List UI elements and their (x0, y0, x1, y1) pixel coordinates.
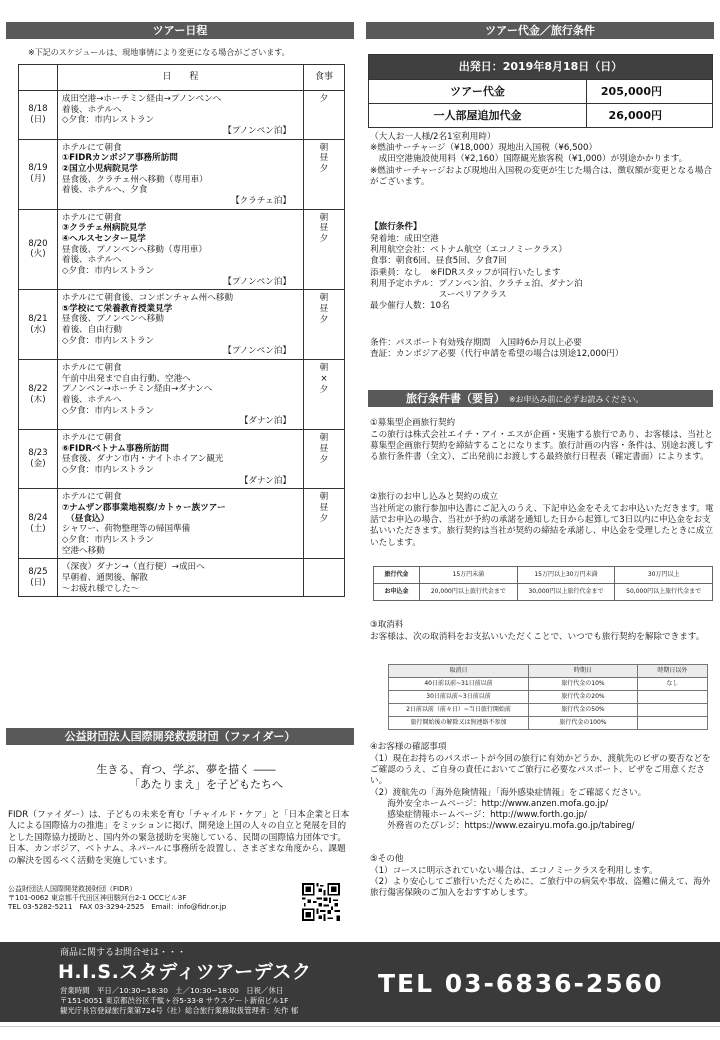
section-2-body: 当社所定の旅行参加申込書にご記入のうえ、下記申込金をそえてお申込いただきます。電話でお申込の場合、当社が予約の承諾を通知した日から起算して3日以内に申込金をお支払いいただきます。旅行契約は当社が契約の締結を承諾し、申込金を受理したときに成立いたします。 (370, 504, 714, 548)
terms-header-title: 旅行条件書（要旨） (406, 392, 505, 405)
schedule-row (19, 139, 345, 209)
cancellation-cell: 旅行代金の10% (529, 678, 638, 691)
schedule-date: 8/22 (木) (19, 360, 58, 430)
schedule-line: ◇夕食：市内レストラン (61, 534, 155, 545)
schedule-content (57, 489, 303, 559)
schedule-line: 着後、ホテルへ (61, 104, 122, 115)
schedule-date: 8/19 (月) (19, 139, 58, 209)
cancellation-cell: 30日前以前~3日前以前 (389, 691, 529, 704)
deposit-cell: 30万円以上 (615, 567, 713, 584)
schedule-line: 昼食後、プノンペンへ移動 (61, 314, 164, 325)
schedule-line: ホテルにて朝食 (61, 433, 122, 444)
schedule-row (19, 489, 345, 559)
single-room-label: 一人部屋追加代金 (369, 104, 587, 127)
schedule-row (19, 91, 345, 140)
tour-price-label: ツアー代金 (369, 80, 587, 103)
section-5-title: ⑤その他 (370, 854, 404, 864)
cancellation-cell: 取消日 (389, 665, 529, 678)
schedule-line: ◇夕食：市内レストラン (61, 405, 155, 416)
schedule-row (19, 360, 345, 430)
schedule-line: ③クラチェ州病院見学 (61, 223, 147, 234)
schedule-line: ◇夕食：市内レストラン (61, 115, 155, 126)
schedule-date: 8/18 (日) (19, 91, 58, 140)
deposit-cell: 50,000円以上旅行代金まで (615, 584, 713, 601)
schedule-meal (303, 559, 344, 597)
schedule-line: 【クラチェ泊】 (231, 195, 291, 206)
schedule-content (57, 559, 303, 597)
schedule-meal: 朝 昼 夕 (303, 430, 344, 489)
schedule-meal: 朝 × 夕 (303, 360, 344, 430)
cancellation-row (389, 678, 708, 691)
cancellation-cell: 旅行開始後の解除又は無連絡不参加 (389, 717, 529, 730)
travel-conditions-extra: 条件：パスポート有効残存期間 入国時6か月以上必要 査証：カンボジア必要（代行申請を希望の場合は別途12,000円） (370, 338, 624, 360)
cancellation-cell (637, 704, 707, 717)
schedule-row (19, 209, 345, 290)
terms-header (368, 390, 713, 407)
schedule-content (57, 139, 303, 209)
footer-banner (0, 942, 720, 1022)
section-1-body: この旅行は株式会社エイチ・アイ・エスが企画・実施する旅行であり、お客様は、当社と募集型企画旅行契約を締結することになります。旅行計画の内容・条件は、別途お渡しする旅行条件書（全文）、ご出発前にお渡しする最終旅行日程表（確定書面）によります。 (370, 430, 714, 463)
schedule-line: 着後、ホテルへ (61, 255, 122, 266)
schedule-body (19, 91, 345, 597)
schedule-row (19, 559, 345, 597)
footer-info: 営業時間 平日／10:30~18:30 土／10:30~18:00 日祝／休日 〒151-0051 東京都渋谷区千駄ヶ谷5-33-8 サウスゲート新宿ビル1F 観光庁長官登録旅行業第724号（社）総合旅行業務取扱管理者：矢作 郁 (60, 986, 299, 1015)
schedule-row (19, 290, 345, 360)
col-blank (19, 65, 58, 91)
schedule-line: シャワー、荷物整理等の帰国準備 (61, 524, 191, 535)
schedule-line: 成田空港→ホーチミン経由→プノンペンへ (61, 94, 222, 104)
schedule-date: 8/23 (金) (19, 430, 58, 489)
cancellation-row (389, 665, 708, 678)
schedule-line: ◇夕食：市内レストラン (61, 465, 155, 475)
schedule-meal: 夕 (303, 91, 344, 140)
schedule-line: ①FIDRカンボジア事務所訪問 (61, 153, 178, 164)
schedule-content (57, 209, 303, 290)
deposit-row (374, 584, 713, 601)
schedule-content (57, 91, 303, 140)
schedule-line: ホテルにて朝食後、コンポンチャム州へ移動 (61, 293, 234, 304)
schedule-meal: 朝 昼 夕 (303, 489, 344, 559)
schedule-line: 早朝着、通関後、解散 (61, 572, 148, 583)
tour-price-row (369, 79, 712, 103)
deposit-cell: 30,000円以上旅行代金まで (517, 584, 615, 601)
footer-inquiry: 商品に関するお問合せは・・・ (60, 948, 187, 958)
schedule-line: ④ヘルスセンター見学 (61, 233, 146, 244)
deposit-cell: 15万円未満 (420, 567, 518, 584)
schedule-line: ⑥FIDRベトナム事務所訪問 (61, 443, 169, 454)
schedule-line: 着後、ホテルへ、夕食 (61, 185, 148, 196)
deposit-table (373, 566, 713, 601)
schedule-line: （深夜）ダナン→（直行便）→成田へ (61, 562, 205, 573)
schedule-content (57, 360, 303, 430)
schedule-line: 昼食後、クラチェ州へ移動（専用車） (61, 174, 208, 185)
cancellation-row (389, 704, 708, 717)
schedule-date: 8/20 (火) (19, 209, 58, 290)
schedule-line: 着後、ホテルへ (61, 395, 122, 406)
price-box (368, 54, 713, 128)
cancellation-cell: 時期日以外 (637, 665, 707, 678)
tour-price-value: 205,000円 (600, 85, 662, 98)
cancellation-row (389, 717, 708, 730)
footer-phone[interactable]: TEL 03-6836-2560 (378, 969, 664, 998)
schedule-line: 昼食後、プノンペンへ移動（専用車） (61, 244, 207, 255)
schedule-table (18, 64, 345, 597)
departure-date: 出発日：2019年8月18日（日） (369, 55, 712, 79)
schedule-line: 午前中出発まで自由行動、空港へ (61, 373, 191, 384)
schedule-line: ホテルにて朝食 (61, 212, 122, 223)
col-meal: 食事 (303, 65, 344, 91)
schedule-content (57, 290, 303, 360)
col-day: 日 程 (57, 65, 303, 91)
travel-conditions: 発着地：成田空港 利用航空会社：ベトナム航空（エコノミークラス） 食事：朝食6回、昼食5回、夕食7回 添乗員：なし ※FIDRスタッフが同行いたします 利用予定ホテル：プノンペン泊、クラチェ泊、ダナン泊 スーペリアクラス 最少催行人数：10名 (370, 234, 583, 312)
fidr-slogan (36, 763, 336, 793)
schedule-line: （昼食込） (61, 513, 110, 524)
schedule-header: ツアー日程 (6, 22, 354, 39)
schedule-header-row (19, 65, 345, 91)
single-room-value: 26,000円 (608, 109, 662, 122)
price-notes: （大人お一人様/2名1室利用時） ※燃油サーチャージ（¥18,000）現地出入国税（¥6,500） 成田空港施設使用料（¥2,160）国際観光旅客税（¥1,000）が別途かかります。 ※燃油サーチャージおよび現地出入国税の変更が生じた場合は、徴収額が変更となる場合がございます。 (370, 132, 712, 187)
schedule-line: ホテルにて朝食 (61, 492, 122, 503)
deposit-cell: お申込金 (374, 584, 420, 601)
schedule-line: 【ダナン泊】 (239, 416, 291, 427)
single-room-row (369, 103, 712, 127)
schedule-line: ～お疲れ様でした～ (61, 583, 140, 594)
qr-code-icon[interactable] (302, 883, 340, 921)
schedule-line: プノンペン→ホーチミン経由→ダナンへ (61, 384, 213, 395)
cancellation-row (389, 691, 708, 704)
terms-header-note: ※お申込み前に必ずお読みください。 (508, 395, 644, 404)
schedule-meal: 朝 昼 夕 (303, 139, 344, 209)
cancellation-cell: 2日前以前（前々日）~当日旅行開始前 (389, 704, 529, 717)
section-1-title: ①募集型企画旅行契約 (370, 418, 456, 428)
schedule-line: 【プノンペン泊】 (223, 276, 291, 287)
schedule-line: ◇夕食：市内レストラン (61, 265, 155, 276)
schedule-note: ※下記のスケジュールは、現地事情により変更になる場合がございます。 (28, 48, 290, 57)
footer-title: H.I.S.スタディツアーデスク (58, 961, 312, 983)
fidr-address: 公益財団法人国際開発救援財団（FIDR） 〒101-0062 東京都千代田区神田駿河台2-1 OCCビル3F TEL 03-5282-5211 FAX 03-3294-2525 Email：info@fidr.or.jp (8, 885, 227, 912)
section-4-title: ④お客様の確認事項 (370, 742, 447, 752)
schedule-meal: 朝 昼 夕 (303, 290, 344, 360)
schedule-line: ⑤学校にて栄養教育授業見学 (61, 303, 173, 314)
schedule-line: ホテルにて朝食 (61, 142, 122, 153)
fidr-header: 公益財団法人国際開発救援財団（ファイダー） (6, 728, 354, 745)
deposit-cell: 旅行代金 (374, 567, 420, 584)
schedule-date: 8/25 (日) (19, 559, 58, 597)
schedule-content (57, 430, 303, 489)
schedule-date: 8/24 (土) (19, 489, 58, 559)
schedule-line: 【ダナン泊】 (239, 475, 291, 486)
cancellation-cell (637, 717, 707, 730)
deposit-cell: 15万円以上30万円未満 (517, 567, 615, 584)
schedule-row (19, 430, 345, 489)
section-4-body: （1）現在お持ちのパスポートが今回の旅行に有効かどうか、渡航先のビザの要否などをご確認のうえ、ご自身の責任においてご旅行に必要なパスポート、ビザをご用意ください。 （2）渡航先の「海外危険情報」「海外感染症情報」をご確認ください。 海外安全ホームページ：http://www.anzen.mofa.go.jp/ 感染症情報ホームページ：http://www.forth.go.jp/ 外務省のたびレジ：https://www.ezairyu.mofa.go.jp/tabireg/ (370, 754, 711, 832)
cancellation-cell: 40日前以前~31日前以前 (389, 678, 529, 691)
section-2-title: ②旅行のお申し込みと契約の成立 (370, 492, 499, 502)
cancellation-cell: 時期日 (529, 665, 638, 678)
bottom-rule (0, 1026, 720, 1027)
schedule-line: 【プノンペン泊】 (223, 346, 291, 357)
cancellation-cell: なし (637, 678, 707, 691)
schedule-line: ◇夕食：市内レストラン (61, 335, 155, 346)
cancellation-cell: 旅行代金の100% (529, 717, 638, 730)
schedule-line: ②国立小児病院見学 (61, 163, 138, 174)
cancellation-cell: 旅行代金の20% (529, 691, 638, 704)
slogan-line-1: 生きる、育つ、学ぶ、夢を描く ―― (96, 763, 276, 776)
section-5-body: （1）コースに明示されていない場合は、エコノミークラスを利用します。 （2）より安心してご旅行いただくために、ご旅行中の病気や事故、盗難に備えて、海外旅行傷害保険のご加入をおすすめします。 (370, 866, 711, 899)
slogan-line-2: 「あたりまえ」を子どもたちへ (129, 777, 283, 791)
deposit-cell: 20,000円以上旅行代金まで (420, 584, 518, 601)
schedule-line: 【プノンペン泊】 (223, 125, 291, 136)
schedule-meal: 朝 昼 夕 (303, 209, 344, 290)
schedule-line: ⑦ナムザン郡事業地視察/カトゥー族ツアー (61, 502, 226, 513)
section-3-title: ③取消料 (370, 620, 404, 630)
schedule-line: ホテルにて朝食 (61, 363, 122, 374)
section-3-body: お客様は、次の取消料をお支払いいただくことで、いつでも旅行契約を解除できます。 (370, 632, 705, 642)
schedule-date: 8/21 (水) (19, 290, 58, 360)
cancellation-table (388, 664, 708, 730)
cancellation-cell (637, 691, 707, 704)
cancellation-cell: 旅行代金の50% (529, 704, 638, 717)
schedule-line: 空港へ移動 (61, 545, 105, 556)
fidr-description: FIDR（ファイダー）は、子どもの未来を育む「チャイルド・ケア」と「日本企業と日本人による国際協力の推進」をミッションに掲げ、開発途上国の人々の自立と発展を目的とした国際協力援助と、国内外の緊急援助を実施している、民間の国際協力団体です。 日本、カンボジア、ベトナム、ネパールに事務所を設置し、さまざまな角度から、課題の解決を図るべく活動を実施しています。 (8, 810, 350, 866)
travel-conditions-title: 【旅行条件】 (370, 222, 422, 232)
schedule-line: 着後、自由行動 (61, 325, 123, 336)
price-header: ツアー代金／旅行条件 (366, 22, 714, 39)
schedule-line: 昼食後、ダナン市内・ナイトホイアン観光 (61, 454, 224, 465)
deposit-row (374, 567, 713, 584)
